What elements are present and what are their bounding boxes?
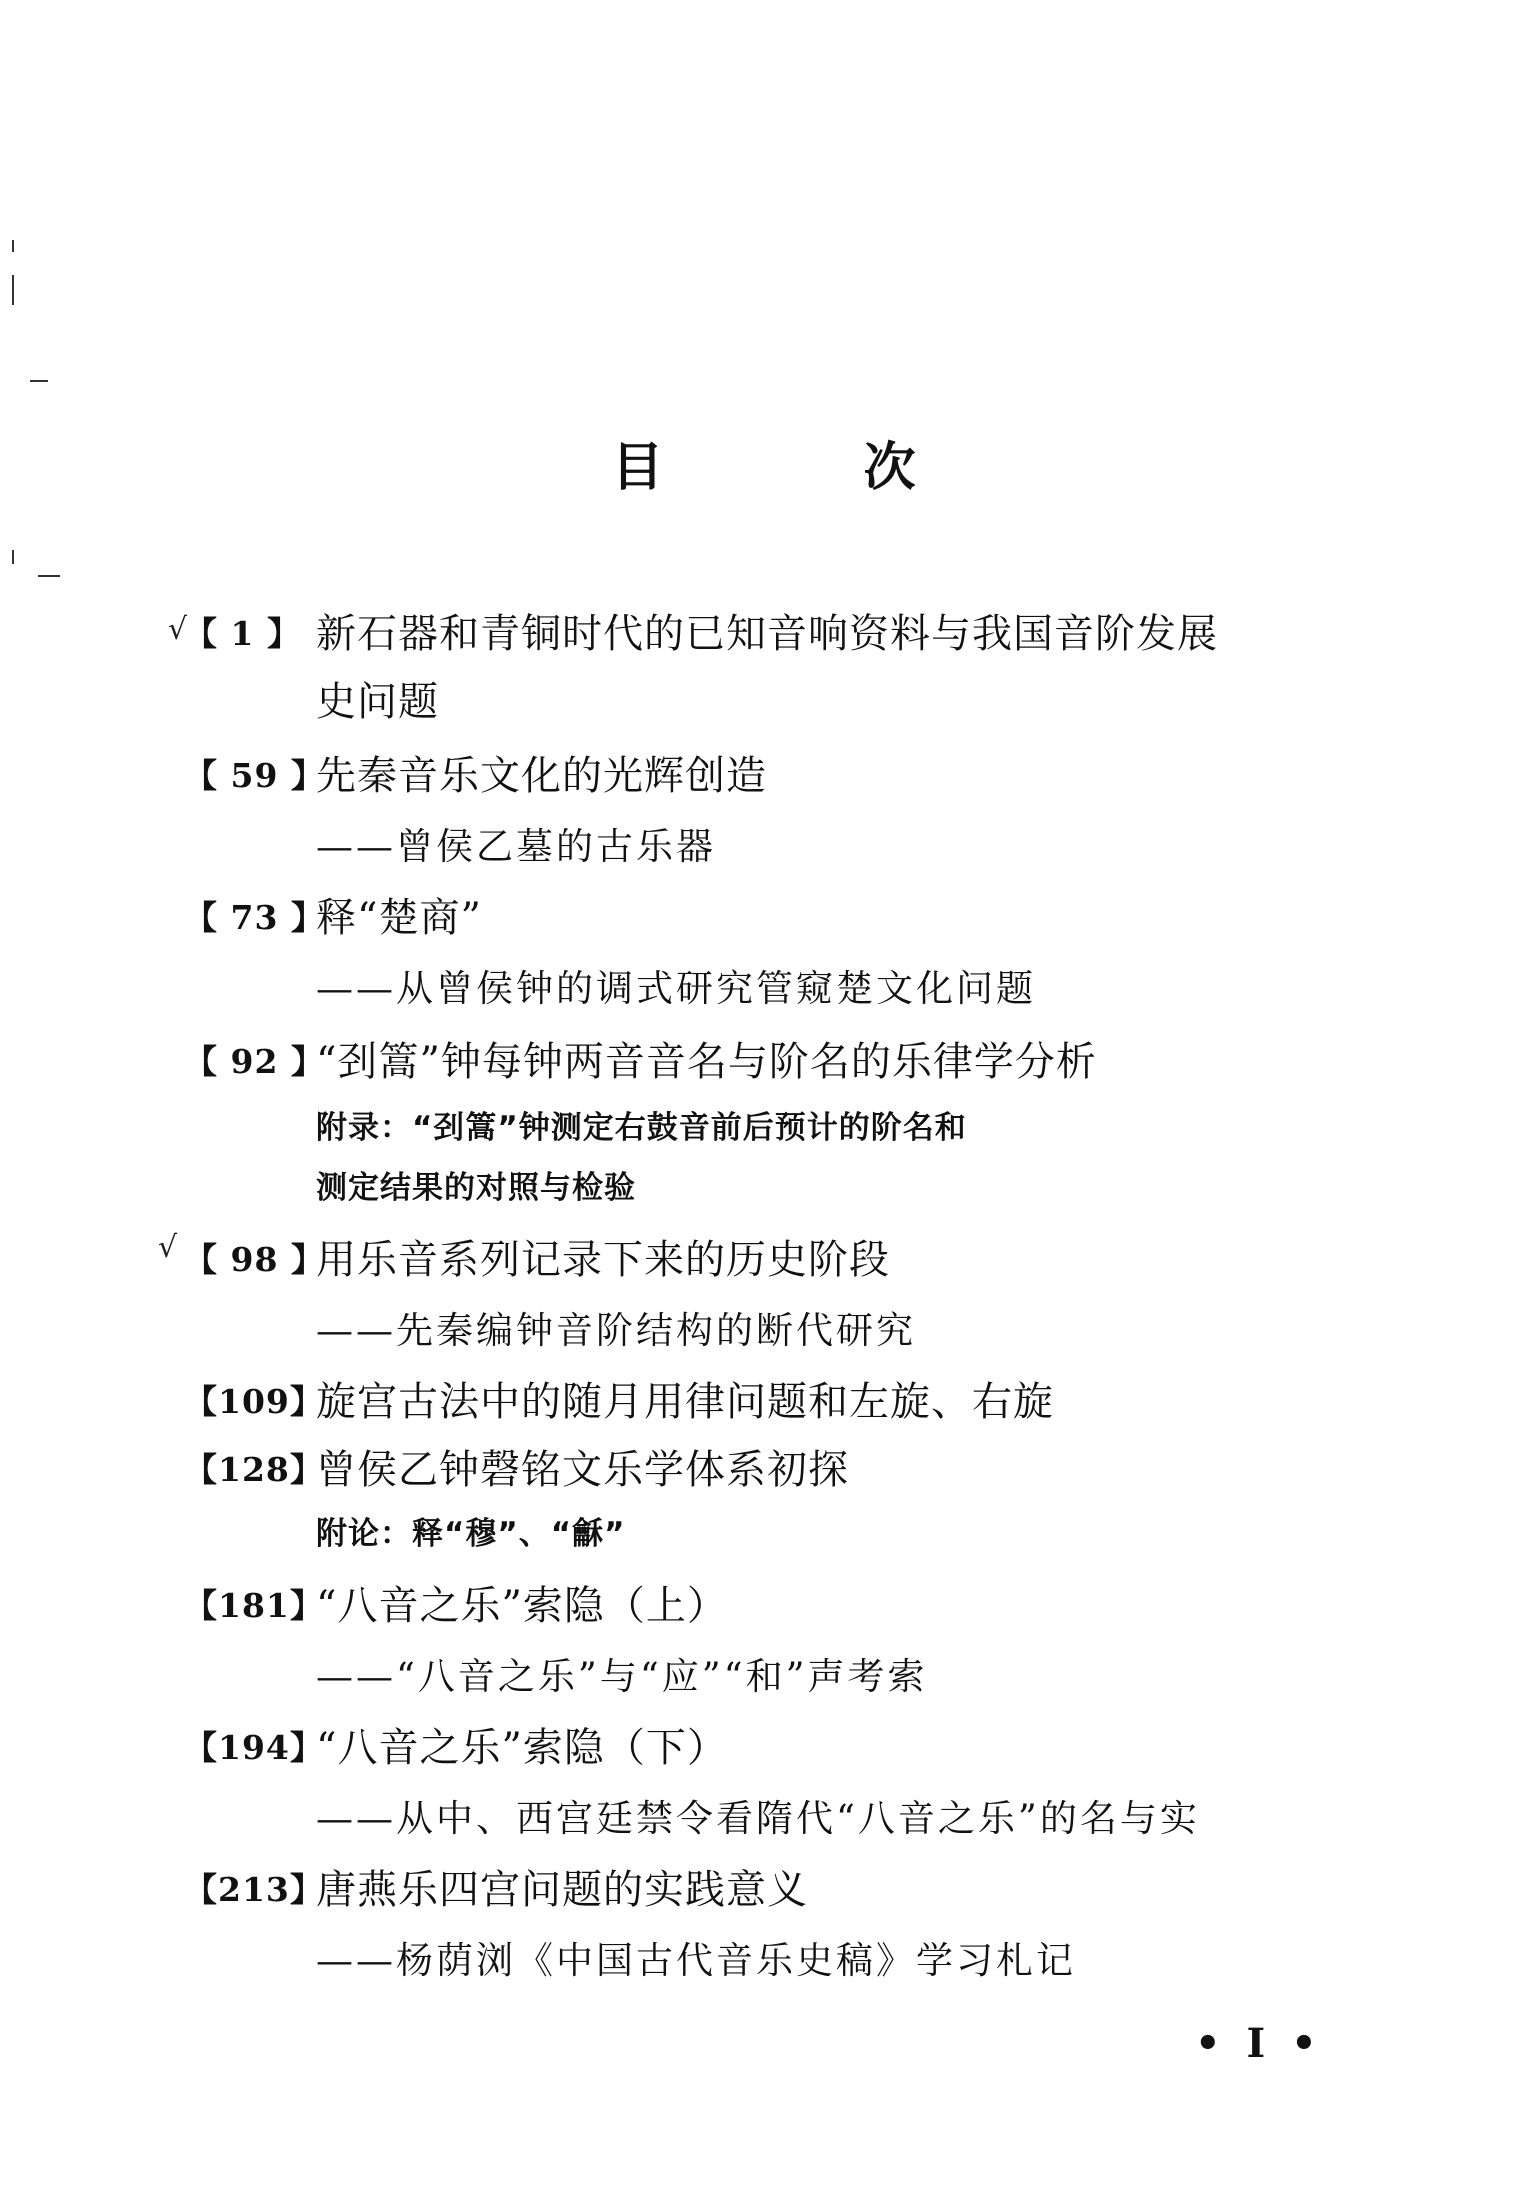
toc-page-number: 【181】 xyxy=(184,1586,324,1625)
toc-entry[interactable] xyxy=(0,1714,1400,1774)
toc-note-row xyxy=(0,1504,1400,1564)
toc-entry[interactable] xyxy=(0,1226,1400,1286)
toc-entry[interactable] xyxy=(0,600,1400,660)
toc-subtitle-row xyxy=(0,956,1400,1016)
toc-entry-continued xyxy=(0,668,1400,728)
toc-page-number: 【194】 xyxy=(184,1728,324,1767)
toc-title: 旋宫古法中的随月用律问题和左旋、右旋 xyxy=(316,1379,1054,1425)
toc-subtitle: ——杨荫浏《中国古代音乐史稿》学习札记 xyxy=(316,1939,1076,1982)
toc-note: 附论：释“穆”、“龢” xyxy=(316,1516,626,1552)
toc-page-number: 【 59 】 xyxy=(184,756,325,795)
toc-subtitle-row xyxy=(0,1786,1400,1846)
toc-entry[interactable] xyxy=(0,1572,1400,1632)
toc-note: 测定结果的对照与检验 xyxy=(316,1170,636,1206)
toc-entry[interactable] xyxy=(0,884,1400,944)
toc-subtitle-row xyxy=(0,1298,1400,1358)
check-mark: √ xyxy=(158,1230,178,1265)
toc-page-number: 【128】 xyxy=(184,1450,324,1489)
toc-subtitle-row xyxy=(0,1928,1400,1988)
scan-mark xyxy=(38,575,60,577)
scan-mark xyxy=(12,240,14,252)
toc-page-number: 【 73 】 xyxy=(184,898,325,937)
toc-page-number: 【109】 xyxy=(184,1382,324,1421)
scan-mark xyxy=(12,550,14,564)
toc-entry[interactable] xyxy=(0,1436,1400,1496)
toc-entry[interactable] xyxy=(0,1028,1400,1088)
title-char-1: 目 xyxy=(611,438,664,498)
toc-page-number: 【213】 xyxy=(184,1870,324,1909)
toc-entry[interactable] xyxy=(0,1856,1400,1916)
toc-title: “八音之乐”索隐（下） xyxy=(316,1725,728,1771)
title-char-2: 次 xyxy=(863,438,916,498)
toc-subtitle-row xyxy=(0,1644,1400,1704)
page-folio: • I • xyxy=(1195,2020,1323,2067)
toc-title-continued: 史问题 xyxy=(316,679,439,725)
toc-title: 唐燕乐四宫问题的实践意义 xyxy=(316,1867,808,1913)
toc-title: “刭篙”钟每钟两音音名与阶名的乐律学分析 xyxy=(316,1039,1097,1085)
scan-mark xyxy=(30,380,48,382)
toc-entry[interactable] xyxy=(0,1368,1400,1428)
toc-title: 曾侯乙钟磬铭文乐学体系初探 xyxy=(316,1447,849,1493)
toc-entry[interactable] xyxy=(0,742,1400,802)
toc-note: 附录：“刭篙”钟测定右鼓音前后预计的阶名和 xyxy=(316,1110,967,1146)
toc-note-row xyxy=(0,1098,1400,1158)
toc-title: 新石器和青铜时代的已知音响资料与我国音阶发展 xyxy=(316,611,1218,657)
toc-subtitle-row xyxy=(0,814,1400,874)
check-mark: √ xyxy=(168,612,188,647)
toc-page-number: 【 98 】 xyxy=(184,1240,325,1279)
toc-page-number: 【 1 】 xyxy=(184,614,301,653)
toc-subtitle: ——从曾侯钟的调式研究管窥楚文化问题 xyxy=(316,967,1036,1010)
toc-title: 先秦音乐文化的光辉创造 xyxy=(316,753,767,799)
toc-subtitle: ——从中、西宫廷禁令看隋代“八音之乐”的名与实 xyxy=(316,1797,1200,1840)
toc-subtitle: ——曾侯乙墓的古乐器 xyxy=(316,825,716,868)
toc-title: 用乐音系列记录下来的历史阶段 xyxy=(316,1237,890,1283)
toc-subtitle: ——“八音之乐”与“应”“和”声考索 xyxy=(316,1655,928,1698)
toc-note-row xyxy=(0,1158,1400,1218)
toc-title: “八音之乐”索隐（上） xyxy=(316,1583,728,1629)
toc-title: 释“楚商” xyxy=(316,895,482,941)
page-title xyxy=(0,425,1527,500)
toc-subtitle: ——先秦编钟音阶结构的断代研究 xyxy=(316,1309,916,1352)
scan-mark xyxy=(12,275,14,305)
toc-page-number: 【 92 】 xyxy=(184,1042,325,1081)
